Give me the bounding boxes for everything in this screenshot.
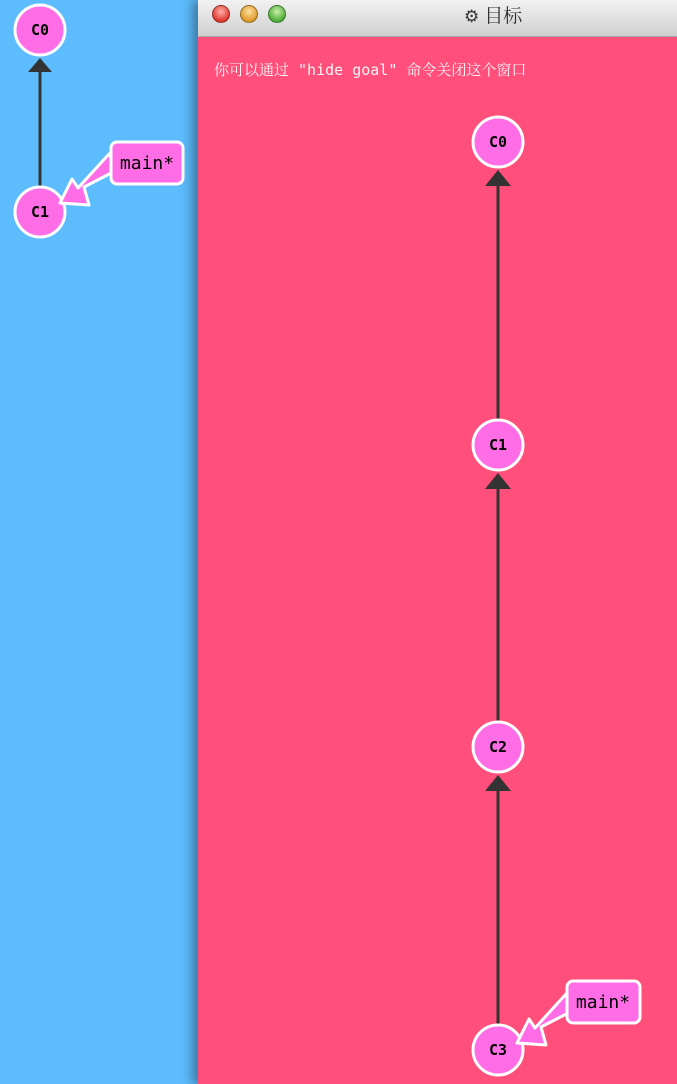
commit-label: C1 <box>30 203 50 221</box>
edge-arrowhead <box>485 775 511 791</box>
commit-node[interactable] <box>473 1025 523 1075</box>
window-title-text: 目标 <box>484 5 523 27</box>
branch-arrow <box>60 154 117 205</box>
gear-icon: ⚙ <box>464 7 480 27</box>
commit-node[interactable] <box>473 722 523 772</box>
branch-arrow <box>517 994 574 1045</box>
commit-label: C0 <box>488 133 508 151</box>
branch-label: main* <box>119 153 175 174</box>
commit-node[interactable] <box>473 420 523 470</box>
commit-label: C1 <box>488 436 508 454</box>
commit-node[interactable] <box>15 5 65 55</box>
branch-main[interactable] <box>517 981 640 1045</box>
hide-goal-hint: 你可以通过 "hide goal" 命令关闭这个窗口 <box>214 61 527 79</box>
edge-arrowhead <box>485 473 511 489</box>
commit-node[interactable] <box>473 117 523 167</box>
goal-window <box>198 0 677 1084</box>
edge-arrowhead <box>485 170 511 186</box>
goal-graph <box>198 0 677 1084</box>
current-graph <box>0 0 200 1084</box>
edge-arrowhead <box>28 58 52 72</box>
commit-label: C0 <box>30 21 50 39</box>
branch-label: main* <box>575 992 631 1013</box>
commit-label: C3 <box>488 1041 508 1059</box>
commit-label: C2 <box>488 738 508 756</box>
commit-node[interactable] <box>15 187 65 237</box>
branch-main[interactable] <box>60 142 183 205</box>
